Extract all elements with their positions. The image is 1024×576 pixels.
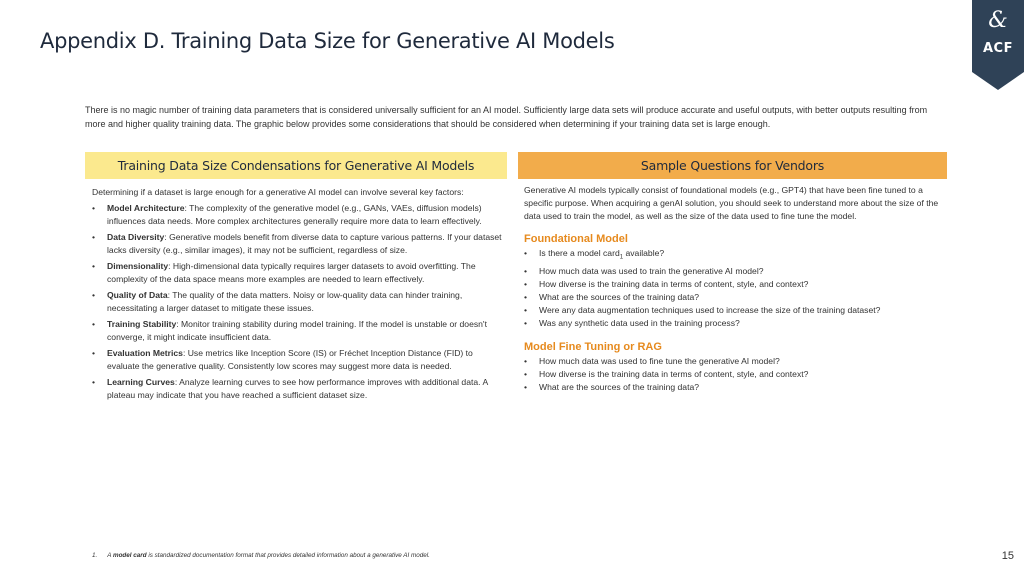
bullet-icon: • <box>524 265 528 276</box>
factor-term: Learning Curves <box>107 377 175 387</box>
factor-term: Dimensionality <box>107 261 169 271</box>
factor-term: Quality of Data <box>107 290 168 300</box>
footnote-prefix: A <box>107 552 113 559</box>
fine-tuning-questions-list <box>524 355 942 394</box>
list-item <box>92 260 502 286</box>
footnote-marker: 1 <box>619 254 624 261</box>
bullet-icon: • <box>92 348 96 358</box>
list-item <box>524 291 942 304</box>
question-text: How much data was used to train the generative AI model? <box>539 265 764 276</box>
factor-text: : Analyze learning curves to see how performance improves with additional data. A plateau may indicate that you have reached a sufficient dataset size. <box>107 377 488 400</box>
bullet-icon: • <box>92 290 96 300</box>
intro-paragraph: There is no magic number of training data parameters that is considered universally sufficient for an AI model. Sufficiently large data sets will produce accurate and useful outputs, with better outputs resulting from more and higher quality training data. The graphic below provides some considerations that should be considered when determining if your training data set is large enough. <box>85 105 928 129</box>
factor-text: : The quality of the data matters. Noisy or low-quality data can hinder training, necessitating a larger dataset to mitigate these issues. <box>107 290 463 313</box>
question-text: How much data was used to fine tune the generative AI model? <box>539 355 780 366</box>
bullet-icon: • <box>524 368 528 379</box>
foundational-model-heading: Foundational Model <box>524 233 628 245</box>
factor-term: Evaluation Metrics <box>107 348 183 358</box>
foundational-questions-list <box>524 247 942 330</box>
key-factors-list <box>92 202 502 402</box>
question-text: Were any data augmentation techniques used to increase the size of the training dataset? <box>539 304 881 315</box>
list-item <box>524 381 942 394</box>
question-text: How diverse is the training data in terms of content, style, and context? <box>539 368 809 379</box>
list-item <box>524 247 942 265</box>
list-item <box>524 317 942 330</box>
bullet-icon: • <box>92 377 96 387</box>
right-panel-intro: Generative AI models typically consist of foundational models (e.g., GPT4) that have been fine tuned to a specific purpose. When acquiring a genAI solution, you should seek to understand more about the size of the data used to train the model, as well as the size of the data used to fine tune the model. <box>524 185 939 221</box>
question-text: What are the sources of the training data? <box>539 291 700 302</box>
footnote-number: 1. <box>92 552 98 559</box>
list-item <box>92 318 502 344</box>
list-item <box>524 304 942 317</box>
list-item <box>92 231 502 257</box>
list-item <box>524 355 942 368</box>
bullet-icon: • <box>92 203 96 213</box>
bullet-icon: • <box>524 248 528 258</box>
fine-tuning-heading: Model Fine Tuning or RAG <box>524 340 662 353</box>
footnote-text: is standardized documentation format that provides detailed information about a generative AI model. <box>146 552 430 559</box>
factor-term: Model Architecture <box>107 203 185 213</box>
list-item <box>92 289 502 315</box>
footnote <box>92 552 430 559</box>
question-text-suffix: available? <box>623 248 665 258</box>
bullet-icon: • <box>524 278 528 289</box>
bullet-icon: • <box>524 355 528 366</box>
bullet-icon: • <box>524 381 528 392</box>
list-item <box>524 278 942 291</box>
list-item <box>92 202 502 228</box>
question-text: What are the sources of the training data? <box>539 381 700 392</box>
left-panel-heading: Training Data Size Condensations for Generative AI Models <box>85 152 507 179</box>
factor-text: : The complexity of the generative model (e.g., GANs, VAEs, diffusion models) influences data needs. More complex architectures generally require more data to learn effectively. <box>107 203 482 226</box>
acf-logo <box>972 0 1024 90</box>
right-panel-heading: Sample Questions for Vendors <box>518 152 947 179</box>
question-text: Was any synthetic data used in the training process? <box>539 317 740 328</box>
bullet-icon: • <box>92 261 96 271</box>
bullet-icon: • <box>524 317 528 328</box>
factor-text: : Monitor training stability during model training. If the model is unstable or doesn't converge, it might indicate insufficient data. <box>107 319 487 342</box>
question-text: How diverse is the training data in terms of content, style, and context? <box>539 278 809 289</box>
factor-term: Data Diversity <box>107 232 165 242</box>
list-item <box>524 368 942 381</box>
logo-text: ACF <box>983 41 1013 56</box>
factor-text: : Generative models benefit from diverse data to capture various patterns. If your dataset lacks diversity (e.g., similar images), it may not be sufficient, regardless of size. <box>107 232 502 255</box>
list-item <box>524 265 942 278</box>
list-item <box>92 347 502 373</box>
list-item <box>92 376 502 402</box>
bullet-icon: • <box>524 304 528 315</box>
bullet-icon: • <box>524 291 528 302</box>
question-text: Is there a model card <box>539 248 620 258</box>
page-number: 15 <box>1001 550 1014 562</box>
factor-text: : Use metrics like Inception Score (IS) or Fréchet Inception Distance (FID) to evaluate the generative quality. Consistently low scores may suggest more data is needed. <box>107 348 473 371</box>
logo-ampersand: & <box>988 8 1008 33</box>
factor-text: : High-dimensional data typically requires larger datasets to avoid overfitting. The complexity of the data space means more examples are needed to learn effectively. <box>107 261 476 284</box>
left-panel-intro: Determining if a dataset is large enough for a generative AI model can involve several key factors: <box>92 187 464 197</box>
footnote-term: model card <box>112 552 147 559</box>
left-panel-body <box>92 186 502 402</box>
page-title: Appendix D. Training Data Size for Generative AI Models <box>40 29 615 53</box>
right-panel-body <box>524 184 942 394</box>
bullet-icon: • <box>92 232 96 242</box>
factor-term: Training Stability <box>107 319 177 329</box>
bullet-icon: • <box>92 319 96 329</box>
